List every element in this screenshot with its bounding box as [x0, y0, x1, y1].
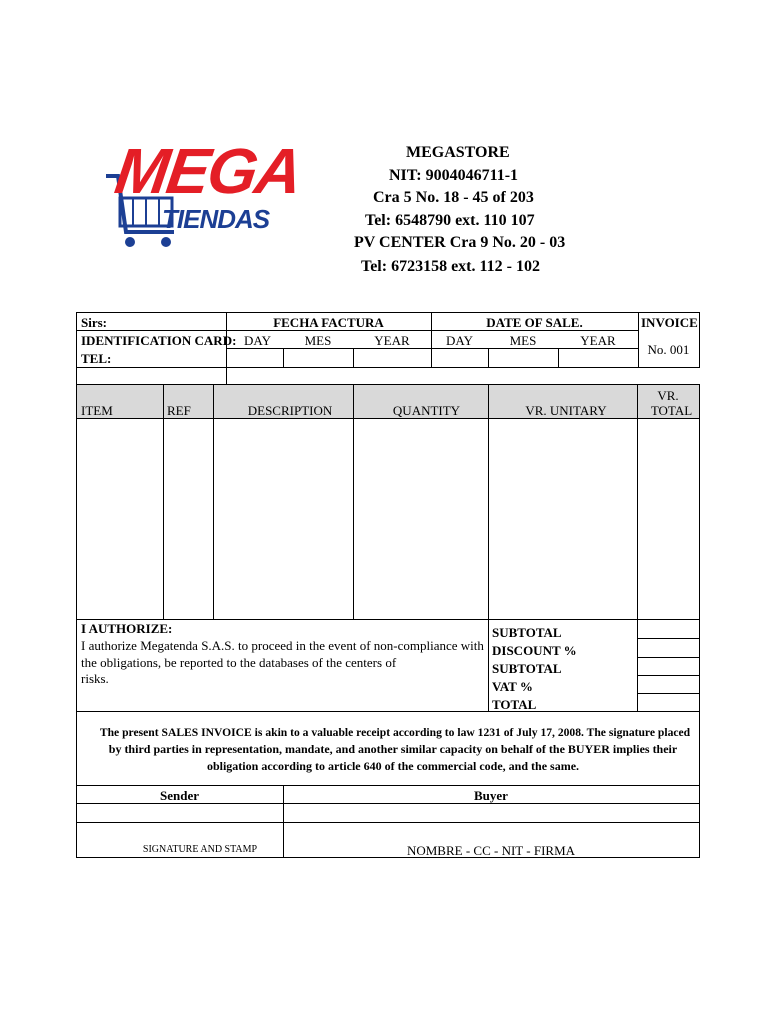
totals-subtotal-2: SUBTOTAL [492, 661, 562, 676]
authorize-title: I AUTHORIZE: [81, 621, 173, 636]
legal-notice-line1: The present SALES INVOICE is akin to a valuable receipt according to law 1231 of July 17, 2008. The signature placed [99, 726, 691, 739]
fecha-factura-label: FECHA FACTURA [273, 315, 384, 330]
col-header-ref: REF [167, 403, 191, 418]
sale-year-label: YEAR [580, 333, 616, 348]
col-header-quantity: QUANTITY [392, 403, 461, 418]
client-sirs-label: Sirs: [81, 315, 107, 330]
company-logo [100, 135, 306, 250]
sale-mes-label: MES [509, 333, 537, 348]
totals-subtotal: SUBTOTAL [492, 625, 562, 640]
date-of-sale-label: DATE OF SALE. [486, 315, 583, 330]
company-tel2: Tel: 6723158 ext. 112 - 102 [361, 258, 540, 275]
authorize-line3: risks. [81, 671, 109, 686]
client-tel-label: TEL: [81, 351, 112, 366]
logo-tiendas-text: TIENDAS [162, 204, 270, 234]
sender-signature-field: SIGNATURE AND STAMP [142, 844, 258, 855]
col-header-vr-unitary: VR. UNITARY [525, 403, 607, 418]
fecha-day-label: DAY [244, 333, 271, 348]
col-header-description: DESCRIPTION [247, 403, 333, 418]
col-header-vr-label: VR. [657, 388, 679, 403]
col-header-item: ITEM [81, 403, 113, 418]
legal-notice-line3: obligation according to article 640 of the commercial code, and the same. [206, 759, 580, 773]
company-tel1: Tel: 6548790 ext. 110 107 [365, 212, 535, 229]
totals-vat: VAT % [492, 679, 533, 694]
fecha-mes-label: MES [304, 333, 332, 348]
sender-label: Sender [160, 788, 199, 803]
buyer-signature-field: NOMBRE - CC - NIT - FIRMA [406, 843, 576, 858]
authorize-line1: I authorize Megatenda S.A.S. to proceed in the event of non-compliance with [81, 638, 484, 653]
company-pv: PV CENTER Cra 9 No. 20 - 03 [354, 234, 566, 251]
totals-total: TOTAL [492, 697, 537, 712]
col-header-total-label: TOTAL [650, 403, 693, 418]
client-id-card-label: IDENTIFICATION CARD: [81, 333, 237, 348]
invoice-label: INVOICE [641, 315, 698, 330]
fecha-year-label: YEAR [374, 333, 410, 348]
company-name: MEGASTORE [406, 144, 510, 161]
buyer-label: Buyer [474, 788, 508, 803]
sale-day-label: DAY [446, 333, 473, 348]
logo-mega-text: MEGA [110, 135, 306, 207]
totals-discount: DISCOUNT % [492, 643, 577, 658]
company-address: Cra 5 No. 18 - 45 of 203 [373, 189, 534, 206]
authorize-line2: the obligations, be reported to the databases of the centers of [81, 655, 397, 670]
invoice-number: No. 001 [647, 342, 690, 357]
company-nit: NIT: 9004046711-1 [389, 167, 519, 184]
legal-notice-line2: by third parties in representation, mandate, and another similar capacity on behalf of the BUYER implies their [108, 742, 678, 756]
